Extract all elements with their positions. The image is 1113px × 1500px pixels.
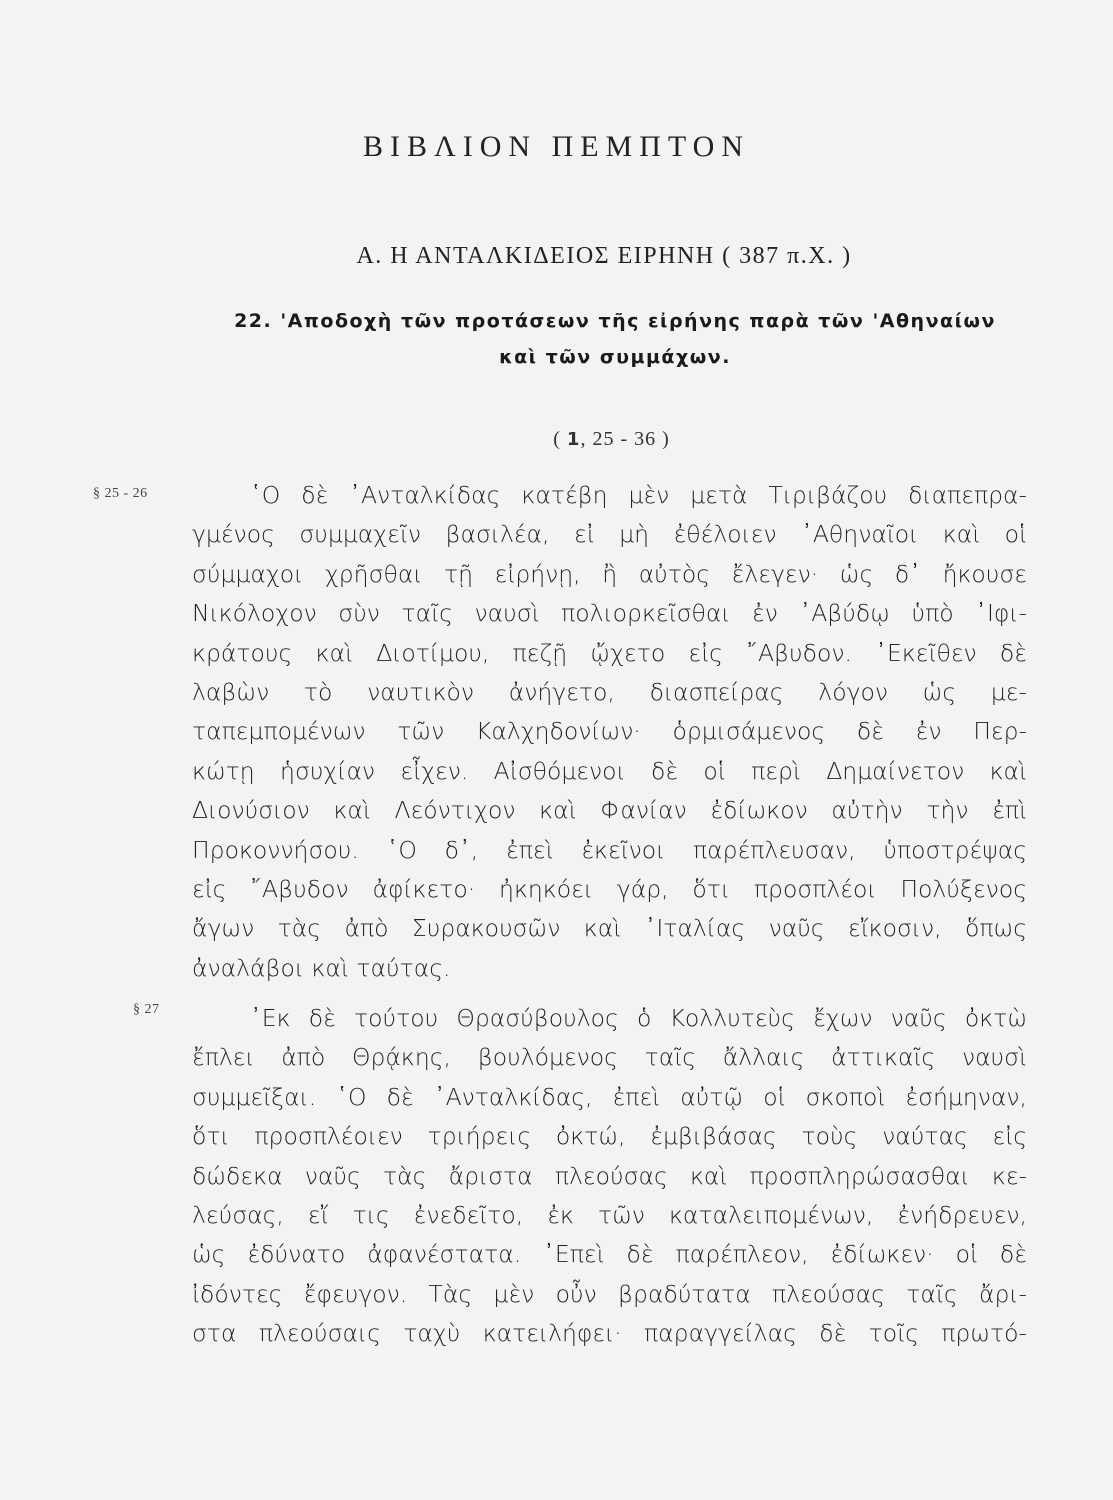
text-line: ὅτι προσπλέοιεν τριήρεις ὀκτώ, ἐμβιβάσας τοὺς ναύτας εἰς bbox=[192, 1122, 1027, 1151]
source-reference bbox=[0, 428, 1113, 451]
text-line: συμμεῖξαι. ῾Ο δὲ ᾿Ανταλκίδας, ἐπεὶ αὐτῷ οἱ σκοποὶ ἐσήμηναν, bbox=[192, 1082, 1027, 1111]
text-line: ῾Ο δὲ ᾿Ανταλκίδας κατέβη μὲν μετὰ Τιριβάζου διαπεπρα- bbox=[250, 481, 1027, 509]
text-line: κράτους καὶ Διοτίμου, πεζῇ ᾤχετο εἰς ῎Αβυδον. ᾿Εκεῖθεν δὲ bbox=[192, 638, 1027, 667]
paragraph bbox=[192, 999, 1027, 1354]
text-line: ταπεμπομένων τῶν Καλχηδονίων· ὁρμισάμενος δὲ ἐν Περ- bbox=[192, 717, 1027, 746]
text-line: λεύσας, εἴ τις ἐνεδεῖτο, ἐκ τῶν καταλειπομένων, ἐνήδρευεν, bbox=[192, 1201, 1027, 1230]
text-line: σύμμαχοι χρῆσθαι τῇ εἰρήνῃ, ἢ αὐτὸς ἔλεγεν· ὡς δ᾿ ἤκουσε bbox=[192, 559, 1027, 588]
text-line: στα πλεούσαις ταχὺ κατειλήφει· παραγγείλας δὲ τοῖς πρωτό- bbox=[192, 1319, 1027, 1348]
text-line: γμένος συμμαχεῖν βασιλέα, εἰ μὴ ἐθέλοιεν ᾿Αθηναῖοι καὶ οἱ bbox=[192, 520, 1027, 549]
source-open: ( bbox=[553, 428, 567, 450]
book-title: ΒΙΒΛΙΟΝ ΠΕΜΠΤΟΝ bbox=[362, 130, 751, 163]
text-line: κώτῃ ἡσυχίαν εἶχεν. Αἰσθόμενοι δὲ οἱ περὶ Δημαίνετον καὶ bbox=[192, 756, 1027, 785]
text-line: λαβὼν τὸ ναυτικὸν ἀνήγετο, διασπείρας λόγον ὡς με- bbox=[192, 678, 1027, 707]
source-range: , 25 - 36 ) bbox=[580, 428, 670, 450]
source-book-number: 1 bbox=[566, 429, 581, 450]
paragraph bbox=[192, 476, 1027, 988]
text-line: ἰδόντες ἔφευγον. Τὰς μὲν οὖν βραδύτατα πλεούσας ταῖς ἄρι- bbox=[192, 1279, 1027, 1308]
text-line: ᾿Εκ δὲ τούτου Θρασύβουλος ὁ Κολλυτεὺς ἔχων ναῦς ὀκτὼ bbox=[250, 1004, 1027, 1032]
text-line: εἰς ῎Αβυδον ἀφίκετο· ἠκηκόει γάρ, ὅτι προσπλέοι Πολύξενος bbox=[192, 875, 1027, 904]
text-line: ἔπλει ἀπὸ Θρᾴκης, βουλόμενος ταῖς ἄλλαις ἀττικαῖς ναυσὶ bbox=[192, 1043, 1027, 1072]
text-line: δώδεκα ναῦς τὰς ἄριστα πλεούσας καὶ προσπληρώσασθαι κε- bbox=[192, 1161, 1027, 1190]
marginal-reference: § 25 - 26 bbox=[93, 486, 148, 501]
text-line: Νικόλοχον σὺν ταῖς ναυσὶ πολιορκεῖσθαι ἐν ᾿Αβύδῳ ὑπὸ ᾿Ιφι- bbox=[192, 599, 1027, 628]
chapter-title: Α. Η ΑΝΤΑΛΚΙΔΕΙΟΣ ΕΙΡΗΝΗ ( 387 π.Χ. ) bbox=[356, 243, 852, 269]
text-line: ἄγων τὰς ἀπὸ Συρακουσῶν καὶ ᾿Ιταλίας ναῦς εἴκοσιν, ὅπως bbox=[192, 914, 1027, 943]
marginal-reference: § 27 bbox=[133, 1002, 160, 1017]
section-heading-line-1: 22. 'Αποδοχὴ τῶν προτάσεων τῆς εἰρήνης παρὰ τῶν 'Αθηναίων bbox=[234, 310, 996, 332]
text-line: ὡς ἐδύνατο ἀφανέστατα. ᾿Επεὶ δὲ παρέπλεον, ἐδίωκεν· οἱ δὲ bbox=[192, 1240, 1027, 1269]
text-line: Διονύσιον καὶ Λεόντιχον καὶ Φανίαν ἐδίωκον αὐτὴν τὴν ἐπὶ bbox=[192, 796, 1027, 825]
text-line: Προκοννήσου. ῾Ο δ᾿, ἐπεὶ ἐκεῖνοι παρέπλευσαν, ὑποστρέψας bbox=[192, 835, 1027, 864]
section-heading-line-2: καὶ τῶν συμμάχων. bbox=[499, 346, 731, 368]
text-line: ἀναλάβοι καὶ ταύτας. bbox=[192, 953, 451, 982]
section-heading bbox=[150, 303, 1080, 375]
